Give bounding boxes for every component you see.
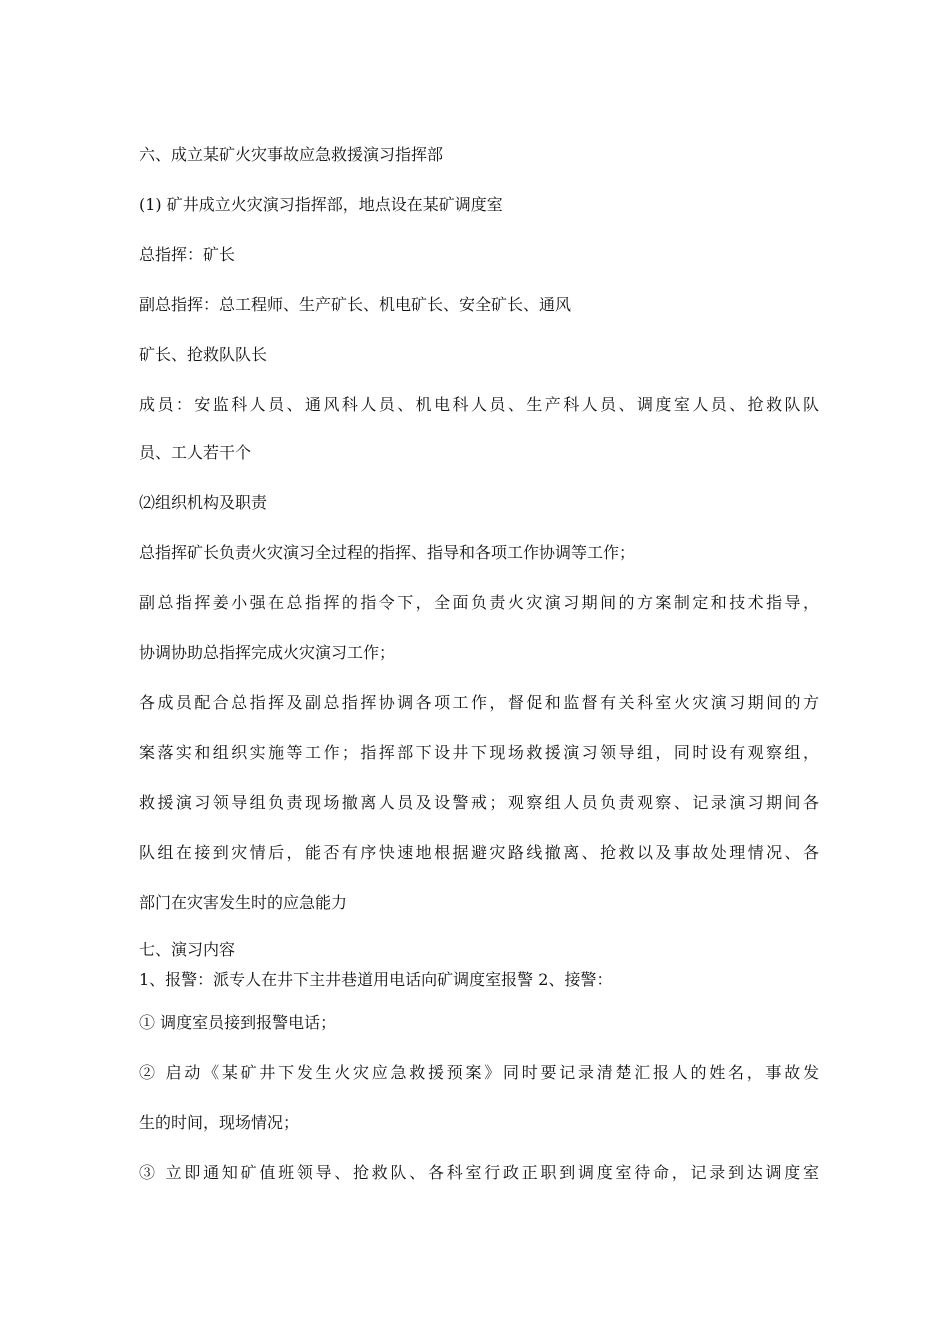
paragraph-line: 总指挥矿长负责火灾演习全过程的指挥、指导和各项工作协调等工作；: [139, 543, 636, 562]
paragraph-line: 总指挥：矿长: [139, 245, 236, 264]
paragraph-line: 员、工人若干个: [139, 443, 252, 462]
paragraph-line: 副总指挥姜小强在总指挥的指令下，全面负责火灾演习期间的方案制定和技术指导，: [139, 593, 819, 612]
paragraph-line: ⑵组织机构及职责: [139, 493, 268, 512]
paragraph-line: (1) 矿井成立火灾演习指挥部，地点设在某矿调度室: [139, 195, 503, 214]
section-heading-six: 六、成立某矿火灾事故应急救援演习指挥部: [139, 145, 444, 164]
paragraph-line: 队组在接到灾情后，能否有序快速地根据避灾路线撤离、抢救以及事故处理情况、各: [139, 843, 819, 862]
paragraph-line: 矿长、抢救队队长: [139, 345, 268, 364]
paragraph-line: 救援演习领导组负责现场撤离人员及设警戒；观察组人员负责观察、记录演习期间各: [139, 793, 819, 812]
list-item: ② 启动《某矿井下发生火灾应急救援预案》同时要记录清楚汇报人的姓名，事故发: [139, 1063, 819, 1082]
paragraph-line: 生的时间，现场情况；: [139, 1113, 300, 1132]
paragraph-line: 1、报警：派专人在井下主井巷道用电话向矿调度室报警 2、接警：: [139, 970, 613, 989]
paragraph-line: 副总指挥：总工程师、生产矿长、机电矿长、安全矿长、通风: [139, 295, 572, 314]
paragraph-line: 部门在灾害发生时的应急能力: [139, 893, 348, 912]
paragraph-line: 协调协助总指挥完成火灾演习工作；: [139, 643, 396, 662]
paragraph-line: 案落实和组织实施等工作；指挥部下设井下现场救援演习领导组，同时设有观察组，: [139, 743, 819, 762]
list-item: ① 调度室员接到报警电话；: [139, 1013, 337, 1032]
paragraph-line: 成员：安监科人员、通风科人员、机电科人员、生产科人员、调度室人员、抢救队队: [139, 395, 819, 414]
list-item: ③ 立即通知矿值班领导、抢救队、各科室行政正职到调度室待命，记录到达调度室: [139, 1163, 819, 1182]
paragraph-line: 各成员配合总指挥及副总指挥协调各项工作，督促和监督有关科室火灾演习期间的方: [139, 693, 819, 712]
section-heading-seven: 七、演习内容: [139, 940, 236, 959]
